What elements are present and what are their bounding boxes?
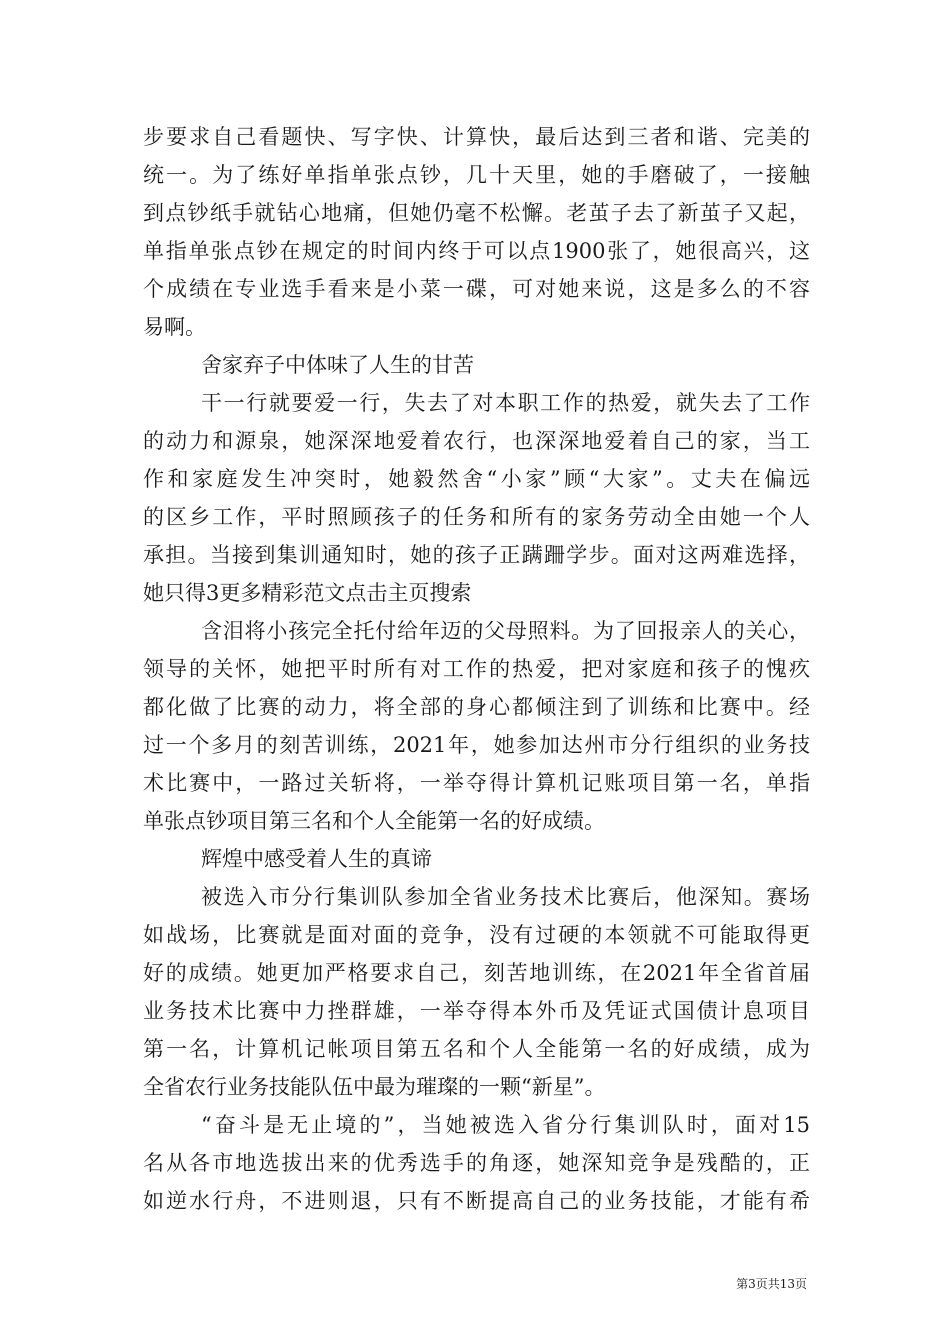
page-footer — [0, 1274, 950, 1294]
text-line: 统一。为了练好单指单张点钞，几十天里，她的手磨破了，一接触 — [143, 163, 810, 187]
text-line: 含泪将小孩完全托付给年迈的父母照料。为了回报亲人的关心， — [201, 619, 810, 643]
text-line: 领导的关怀，她把平时所有对工作的热爱，把对家庭和孩子的愧疚 — [143, 657, 810, 681]
text-line: 术比赛中，一路过关斩将，一举夺得计算机记账项目第一名，单指 — [143, 771, 810, 795]
text-line: 好的成绩。她更加严格要求自己，刻苦地训练，在2021年全省首届 — [143, 961, 810, 985]
text-line: 如战场，比赛就是面对面的竞争，没有过硬的本领就不可能取得更 — [143, 923, 810, 947]
text-line: 第一名，计算机记帐项目第五名和个人全能第一名的好成绩，成为 — [143, 1037, 810, 1061]
text-line: 名从各市地选拔出来的优秀选手的角逐，她深知竞争是残酷的，正 — [143, 1151, 810, 1175]
text-line: 单指单张点钞在规定的时间内终于可以点1900张了，她很高兴，这 — [143, 239, 810, 263]
text-line: 全省农行业务技能队伍中最为璀璨的一颗“新星”。 — [143, 1075, 606, 1099]
text-line: 被选入市分行集训队参加全省业务技术比赛后，他深知。赛场 — [201, 885, 810, 909]
text-line: 到点钞纸手就钻心地痛，但她仍毫不松懈。老茧子去了新茧子又起， — [143, 201, 810, 225]
text-line: 作和家庭发生冲突时，她毅然舍“小家”顾“大家”。丈夫在偏远 — [143, 467, 810, 491]
text-line: 如逆水行舟，不进则退，只有不断提高自己的业务技能，才能有希 — [143, 1189, 810, 1213]
text-line: 她只得3更多精彩范文点击主页搜索 — [143, 581, 472, 605]
body-text — [143, 118, 810, 1220]
text-line: 舍家弃子中体味了人生的甘苦 — [201, 353, 474, 377]
text-line: 步要求自己看题快、写字快、计算快，最后达到三者和谐、完美的 — [143, 125, 810, 149]
text-line: 业务技术比赛中力挫群雄，一举夺得本外币及凭证式国债计息项目 — [143, 999, 810, 1023]
text-line: 都化做了比赛的动力，将全部的身心都倾注到了训练和比赛中。经 — [143, 695, 810, 719]
page-number: 第3页共13页 — [736, 1277, 807, 1291]
text-line: 干一行就要爱一行，失去了对本职工作的热爱，就失去了工作 — [201, 391, 810, 415]
text-line: 单张点钞项目第三名和个人全能第一名的好成绩。 — [143, 809, 605, 833]
text-line: 承担。当接到集训通知时，她的孩子正蹒跚学步。面对这两难选择， — [143, 543, 810, 567]
text-line: 个成绩在专业选手看来是小菜一碟，可对她来说，这是多么的不容 — [143, 277, 810, 301]
text-line: 易啊。 — [143, 315, 206, 339]
text-line: 辉煌中感受着人生的真谛 — [201, 847, 432, 871]
text-line: 的区乡工作，平时照顾孩子的任务和所有的家务劳动全由她一个人 — [143, 505, 810, 529]
text-line: “奋斗是无止境的”，当她被选入省分行集训队时，面对15 — [201, 1113, 810, 1137]
text-line: 过一个多月的刻苦训练，2021年，她参加达州市分行组织的业务技 — [143, 733, 810, 757]
text-line: 的动力和源泉，她深深地爱着农行，也深深地爱着自己的家，当工 — [143, 429, 810, 453]
